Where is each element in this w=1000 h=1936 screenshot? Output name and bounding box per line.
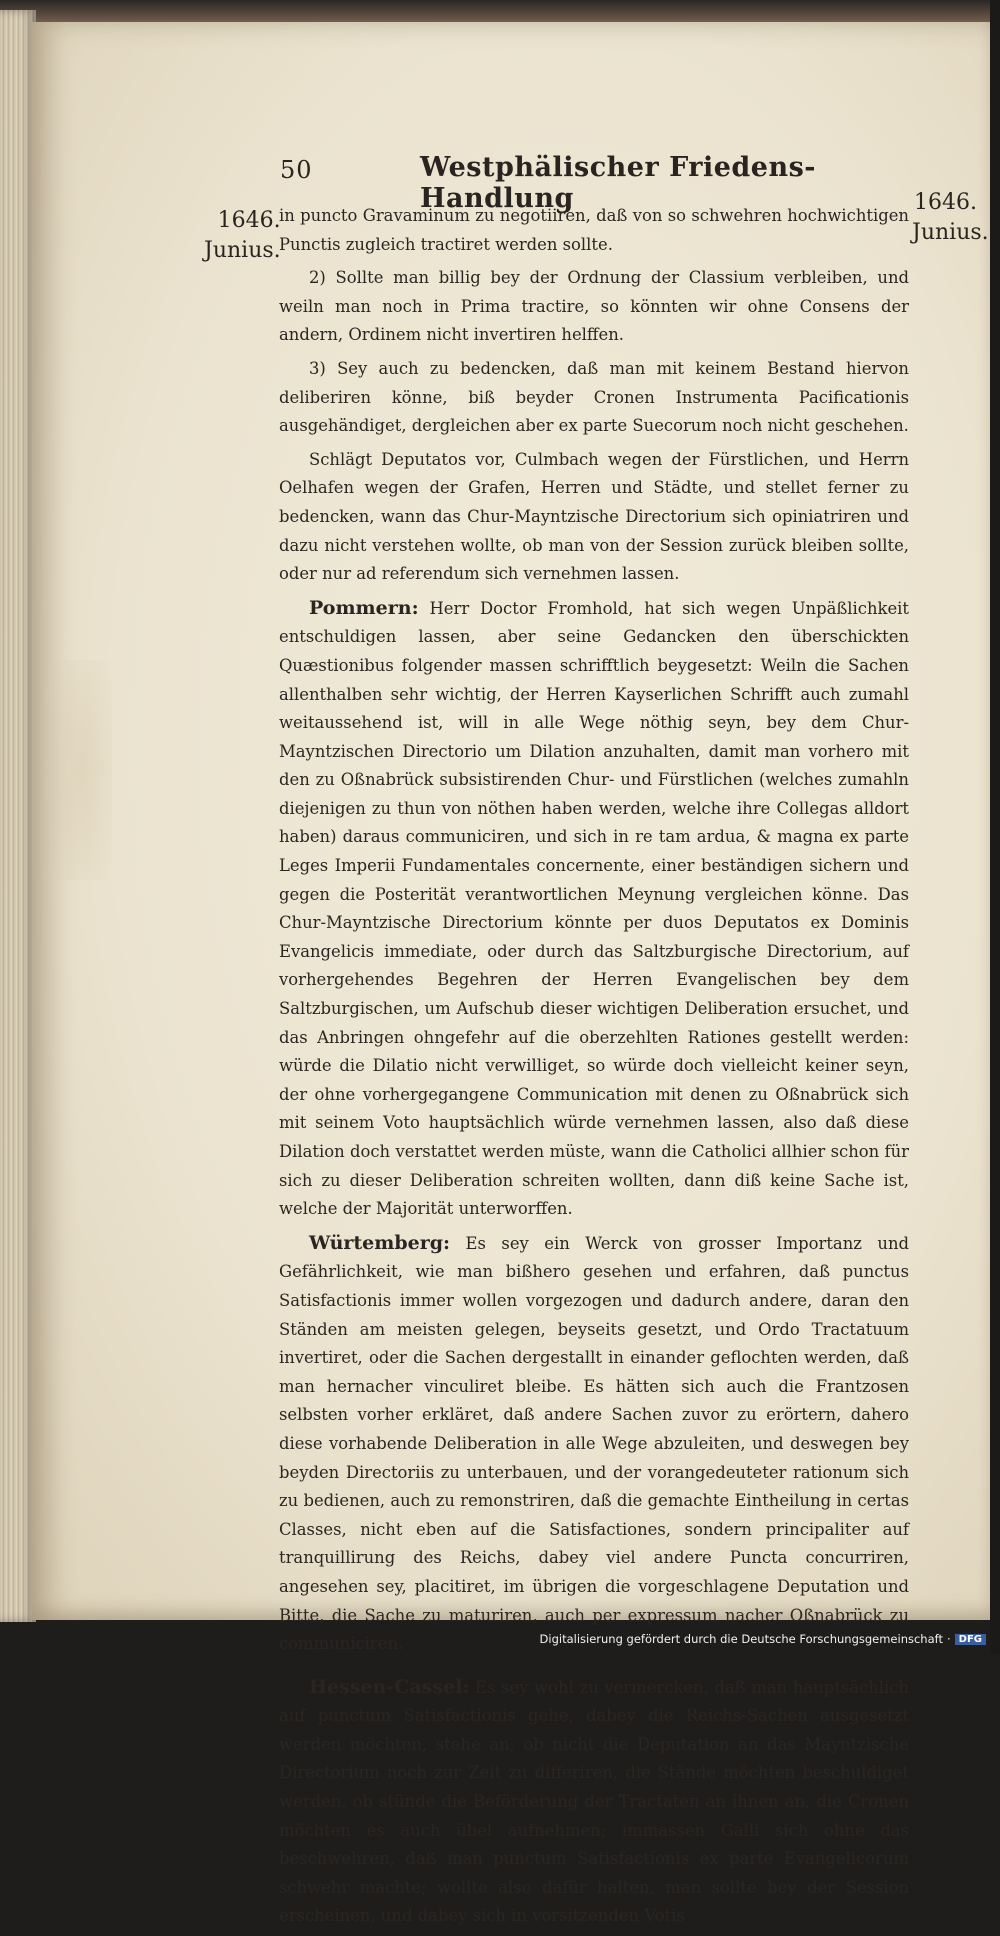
paragraph-wuertemberg [279, 1229, 909, 1659]
paragraph-deputatos [279, 446, 909, 589]
body-text [279, 202, 909, 1936]
paragraph-text: Schlägt Deputatos vor, Culmbach wegen der Fürstlichen, und Herrn Oelhafen wegen der Grafen, Herren und Städte, und stellet ferner zu bedencken, wann das Chur-Mayntzische Directorium sich opiniatriren und dazu nicht verstehen wollte, ob man von der Session zurück bleiben sollte, oder nur ad referendum sich vernehmen lassen. [279, 449, 909, 584]
speaker-label: Würtemberg: [309, 1231, 451, 1254]
paragraph-text: Herr Doctor Fromhold, hat sich wegen Unpäßlichkeit entschuldigen lassen, aber seine Gedancken den überschickten Quæstionibus folgender massen schrifftlich beygesetzt: Weiln die Sachen allenthalben sehr wichtig, der Herren Kayserlichen Schrifft auch zumahl weitaussehend ist, will in alle Wege nöthig seyn, bey dem Chur-Mayntzischen Directorio um Dilation anzuhalten, damit man vorhero mit den zu Oßnabrück subsistirenden Chur- und Fürstlichen (welches zumahln diejenigen zu thun von nöthen haben werden, welche ihre Collegas alldort haben) daraus communiciren, und sich in re tam ardua, & magna ex parte Leges Imperii Fundamentales concernente, einer beständigen sichern und gegen die Posterität verantwortlichen Meynung vergleichen könne. Das Chur-Mayntzische Directorium könnte per duos Deputatos ex Dominis Evangelicis immediate, oder durch das Saltzburgische Directorium, auf vorhergehendes Begehren der Herren Evangelischen bey dem Saltzburgischen, um Aufschub dieser wichtigen Deliberation ersuchet, und das Anbringen ohngefehr auf die oberzehlten Rationes gestellt werden: würde die Dilatio nicht verwilliget, so würde doch vielleicht keiner seyn, der ohne vorhergegangene Communication mit denen zu Oßnabrück sich mit seinem Voto hauptsächlich würde vernehmen lassen, also daß diese Dilation doch verstattet werden müste, wann die Catholici allhier schon für sich zu dieser Deliberation schreiten wollten, dann diß keine Sache ist, welche der Majorität unterworffen. [279, 598, 909, 1219]
margin-date-right [914, 188, 989, 248]
speaker-label: Pommern: [309, 596, 419, 619]
page-stack-edge [0, 10, 36, 1622]
margin-year-right: 1646. [914, 190, 977, 215]
page-header [280, 152, 920, 214]
paragraph-hessen-cassel [279, 1673, 909, 1931]
margin-month-left: Junius. [204, 238, 281, 263]
paragraph-point-3 [279, 355, 909, 441]
paragraph-text: 2) Sollte man billig bey der Ordnung der Classium verbleiben, und weiln man noch in Prima tractire, so könnten wir ohne Consens der andern, Ordinem nicht invertiren helffen. [279, 268, 909, 345]
paragraph-pommern [279, 594, 909, 1224]
paragraph-text: Es sey wohl zu vermercken, daß man hauptsächlich auf punctum Satisfactionis gehe, dabey die Reichs-Sachen ausgesetzt werden möchten, stehe an, ob nicht die Deputation an das Mayntzische Directorium noch zur Zeit zu differiren, die Stände möchten beschuldiget werden, ob stünde die Beförderung der Tractaten an ihnen an, die Cronen möchten es auch übel aufnehmen; immassen Galli sich ohne das beschwehren, daß man punctum Satisfactionis ex parte Evangelicorum schwehr machte; wollte also dafür halten, man sollte bey der Session erscheinen, und dabey sich in vorsitzenden Votis [279, 1677, 909, 1926]
running-title: Westphälischer Friedens-Handlung [420, 152, 817, 214]
paragraph-continuation [279, 202, 909, 259]
right-background-edge [990, 0, 1000, 1654]
credit-text: Digitalisierung gefördert durch die Deutsche Forschungsgemeinschaft [539, 1632, 943, 1646]
digitization-credit: Digitalisierung gefördert durch die Deutsche Forschungsgemeinschaft · DFG [540, 1632, 986, 1646]
margin-date-left [204, 206, 281, 266]
paragraph-point-2 [279, 264, 909, 350]
margin-month-right: Junius. [912, 220, 989, 245]
dfg-logo: DFG [955, 1634, 986, 1645]
paragraph-text: 3) Sey auch zu bedencken, daß man mit keinem Bestand hiervon deliberiren könne, biß beyder Cronen Instrumenta Pacificationis ausgehändiget, dergleichen aber ex parte Suecorum noch nicht geschehen. [279, 358, 909, 436]
page-stain [52, 660, 112, 880]
paragraph-text: in puncto Gravaminum zu negotiiren, daß von so schwehren hochwichtigen Punctis zugleich tractiret werden sollte. [279, 206, 909, 254]
margin-year-left: 1646. [217, 208, 281, 233]
page-number: 50 [280, 156, 313, 184]
paragraph-text: Es sey ein Werck von grosser Importanz und Gefährlichkeit, wie man bißhero gesehen und erfahren, daß punctus Satisfactionis immer wollen vorgezogen und dadurch andere, daran den Ständen am meisten gelegen, beyseits gesetzt, und Ordo Tractatuum invertiret, oder die Sachen dergestallt in einander geflochten werden, daß man hernacher vinculiret bleibe. Es hätten sich auch die Frantzosen selbsten vorher erkläret, daß andere Sachen zuvor zu erörtern, dahero diese vorhabende Deliberation in alle Wege abzuleiten, und deswegen bey beyden Directoriis zu unterbauen, und der vorangedeuteter rationum sich zu bedienen, auch zu remonstriren, daß die gemachte Eintheilung in certas Classes, nicht eben auf die Satisfactiones, sondern principaliter auf tranquillirung des Reichs, dabey viel andere Puncta concurriren, angesehen sey, placitiret, im übrigen die vorgeschlagene Deputation und Bitte, die Sache zu maturiren, auch per expressum nacher Oßnabrück zu communiciren. [279, 1233, 909, 1654]
speaker-label: Hessen-Cassel: [309, 1675, 470, 1698]
